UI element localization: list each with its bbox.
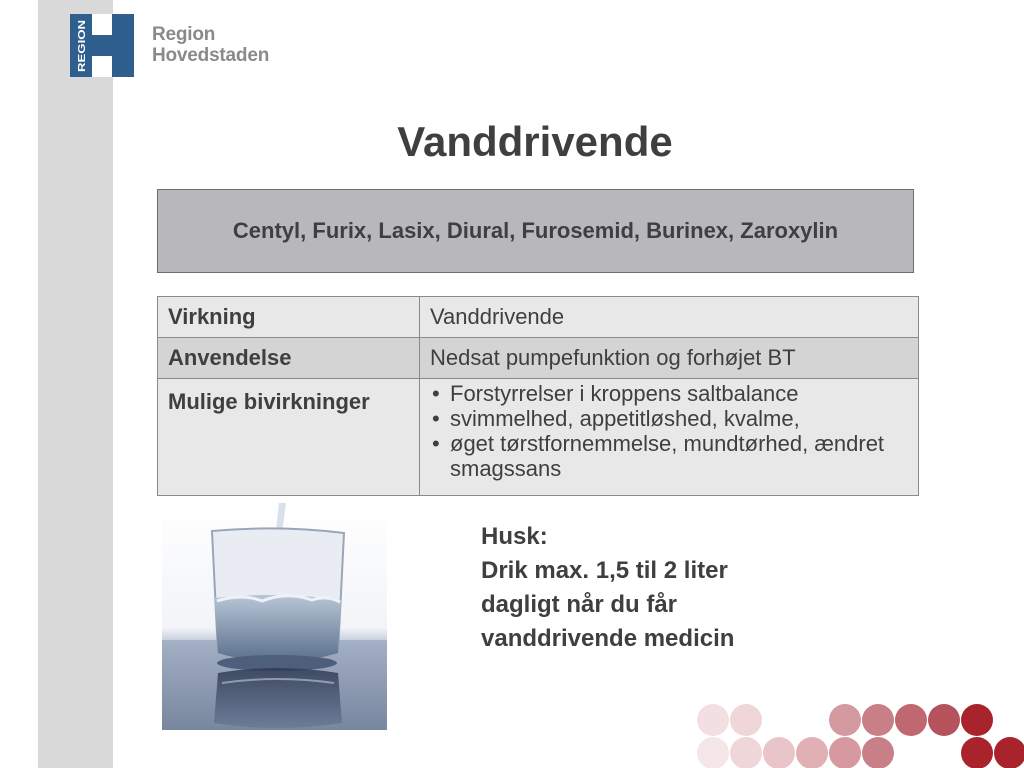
note-line: vanddrivende medicin <box>481 625 735 652</box>
row-value-anvendelse: Nedsat pumpefunktion og forhøjet BT <box>420 338 919 379</box>
note-heading: Husk: <box>481 523 548 550</box>
drug-names: Centyl, Furix, Lasix, Diural, Furosemid, Burinex, Zaroxylin <box>232 218 839 243</box>
page-title: Vanddrivende <box>397 118 673 165</box>
water-glass-image <box>162 503 387 730</box>
drug-names-box <box>157 189 914 273</box>
reminder-note <box>481 520 734 656</box>
side-effects-cell <box>420 379 919 496</box>
table-row <box>158 338 919 379</box>
table-row <box>158 379 919 496</box>
side-effects-list <box>430 381 908 481</box>
dot-row-bottom <box>697 737 1024 768</box>
region-hovedstaden-logo <box>70 14 290 80</box>
dot-row-top <box>697 704 993 736</box>
left-grey-band <box>38 0 113 768</box>
note-line: Drik max. 1,5 til 2 liter <box>481 557 728 584</box>
table-row <box>158 297 919 338</box>
row-label-virkning: Virkning <box>158 297 420 338</box>
list-item: • Forstyrrelser i kroppens saltbalance <box>450 381 908 406</box>
list-item: • svimmelhed, appetitløshed, kvalme, <box>450 406 908 431</box>
row-label-bivirkninger: Mulige bivirkninger <box>158 379 420 496</box>
logo-line-2: Hovedstaden <box>152 45 270 66</box>
decorative-dots <box>690 698 1024 768</box>
list-item: • øget tørstfornemmelse, mundtørhed, ændret smagssans <box>450 431 908 481</box>
logo-line-1: Region <box>152 24 216 45</box>
logo-wordmark <box>152 24 269 66</box>
info-table <box>157 296 919 496</box>
row-label-anvendelse: Anvendelse <box>158 338 420 379</box>
logo-mark-text: REGION <box>76 30 88 72</box>
row-value-virkning: Vanddrivende <box>420 297 919 338</box>
note-line: dagligt når du får <box>481 591 678 618</box>
logo-h-mark <box>70 14 134 77</box>
